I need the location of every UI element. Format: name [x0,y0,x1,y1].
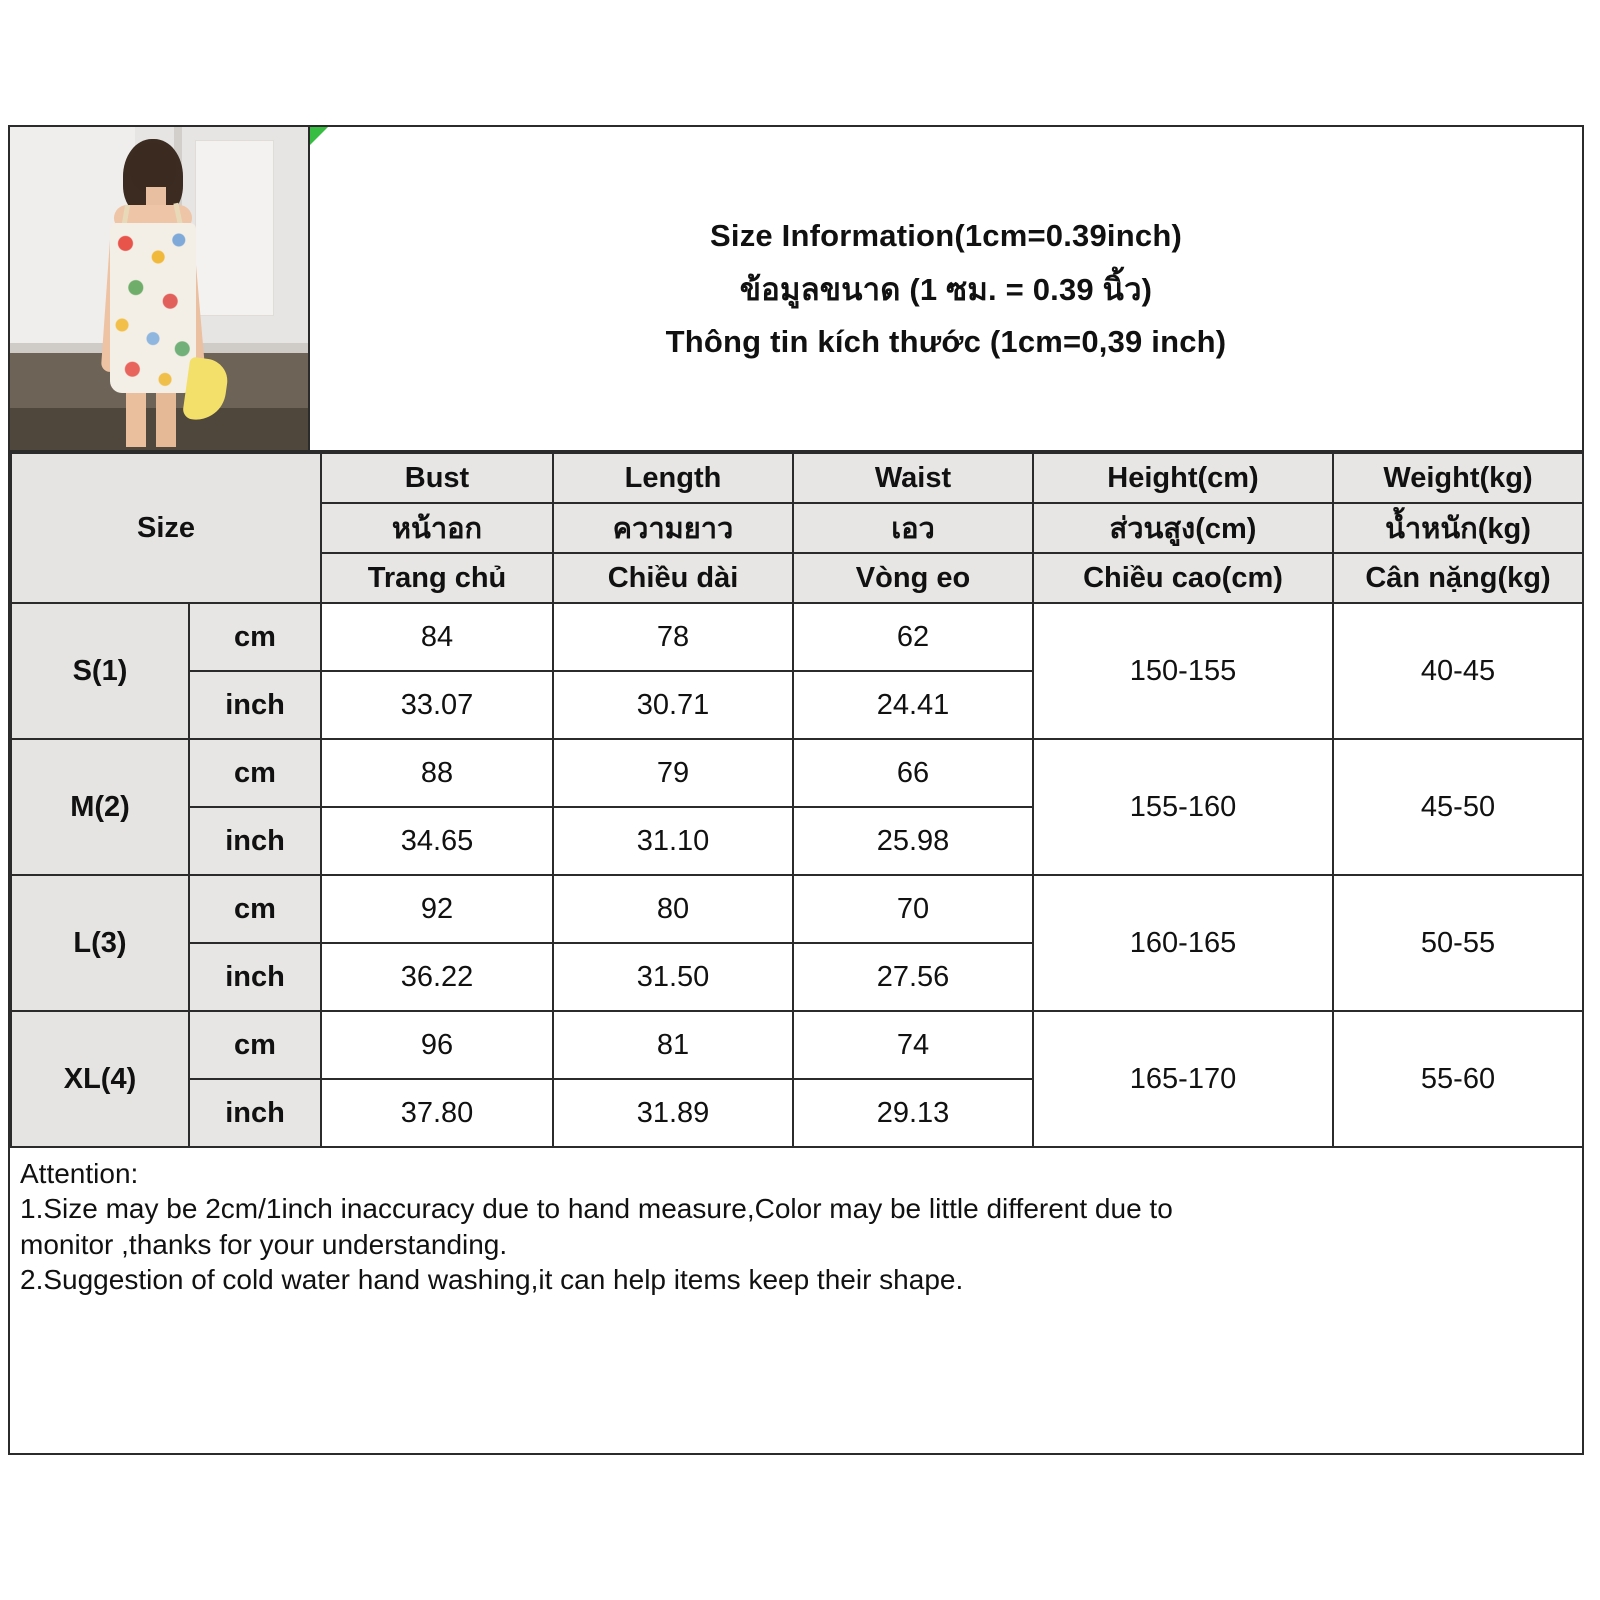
s-height: 150-155 [1033,603,1333,739]
xl-waist-cm: 74 [793,1011,1033,1079]
m-weight: 45-50 [1333,739,1583,875]
xl-length-inch: 31.89 [553,1079,793,1147]
header-waist-vi: Vòng eo [793,553,1033,603]
l-waist-inch: 27.56 [793,943,1033,1011]
xl-waist-inch: 29.13 [793,1079,1033,1147]
row-size-l: L(3) [11,875,189,1011]
l-waist-cm: 70 [793,875,1033,943]
attention-title: Attention: [20,1158,139,1189]
table-row [11,603,1583,671]
m-bust-cm: 88 [321,739,553,807]
l-length-inch: 31.50 [553,943,793,1011]
title-line-en: Size Information(1cm=0.39inch) [710,217,1182,253]
header-bust-vi: Trang chủ [321,553,553,603]
header-weight-th: น้ำหนัก(kg) [1333,503,1583,553]
xl-bust-cm: 96 [321,1011,553,1079]
header-height-vi: Chiều cao(cm) [1033,553,1333,603]
table-row [11,875,1583,943]
row-size-xl: XL(4) [11,1011,189,1147]
header-length-vi: Chiều dài [553,553,793,603]
header-weight-vi: Cân nặng(kg) [1333,553,1583,603]
model-leg-left [126,385,146,447]
table-row [11,1011,1583,1079]
m-height: 155-160 [1033,739,1333,875]
unit-inch-s: inch [189,671,321,739]
l-weight: 50-55 [1333,875,1583,1011]
l-height: 160-165 [1033,875,1333,1011]
unit-cm-m: cm [189,739,321,807]
model-leg-right [156,385,176,447]
header-bust-th: หน้าอก [321,503,553,553]
xl-height: 165-170 [1033,1011,1333,1147]
header-bust-en: Bust [321,453,553,503]
attention-note-1-part-2: monitor ,thanks for your understanding. [20,1228,508,1260]
header-waist-en: Waist [793,453,1033,503]
m-bust-inch: 34.65 [321,807,553,875]
s-weight: 40-45 [1333,603,1583,739]
row-size-s: S(1) [11,603,189,739]
attention-note-2: 2.Suggestion of cold water hand washing,it can help items keep their shape. [20,1263,964,1295]
header-size-label: Size [11,453,321,603]
unit-cm-l: cm [189,875,321,943]
attention-block [10,1148,1582,1297]
l-bust-cm: 92 [321,875,553,943]
table-header-row-en [11,453,1583,503]
row-size-m: M(2) [11,739,189,875]
l-length-cm: 80 [553,875,793,943]
s-bust-cm: 84 [321,603,553,671]
table-row [11,739,1583,807]
s-length-inch: 30.71 [553,671,793,739]
xl-weight: 55-60 [1333,1011,1583,1147]
header-height-en: Height(cm) [1033,453,1333,503]
s-bust-inch: 33.07 [321,671,553,739]
s-length-cm: 78 [553,603,793,671]
unit-cm-xl: cm [189,1011,321,1079]
unit-cm-s: cm [189,603,321,671]
xl-bust-inch: 37.80 [321,1079,553,1147]
xl-length-cm: 81 [553,1011,793,1079]
header-waist-th: เอว [793,503,1033,553]
header-weight-en: Weight(kg) [1333,453,1583,503]
model-head [130,143,176,193]
attention-note-1-part-1: 1.Size may be 2cm/1inch inaccuracy due to hand measure,Color may be little different due to [20,1193,1173,1225]
title-block [310,127,1582,450]
m-waist-cm: 66 [793,739,1033,807]
header-length-en: Length [553,453,793,503]
header-band [10,127,1582,452]
green-corner-marker [310,127,328,145]
size-chart-sheet [8,125,1584,1455]
m-length-inch: 31.10 [553,807,793,875]
unit-inch-m: inch [189,807,321,875]
m-waist-inch: 25.98 [793,807,1033,875]
l-bust-inch: 36.22 [321,943,553,1011]
s-waist-cm: 62 [793,603,1033,671]
unit-inch-xl: inch [189,1079,321,1147]
photo-wall-panel [195,140,274,316]
product-photo [10,127,310,450]
title-line-th: ข้อมูลขนาด (1 ซม. = 0.39 นิ้ว) [739,271,1153,307]
m-length-cm: 79 [553,739,793,807]
size-table [10,452,1584,1148]
header-length-th: ความยาว [553,503,793,553]
floral-dress [110,223,196,393]
unit-inch-l: inch [189,943,321,1011]
title-line-vi: Thông tin kích thước (1cm=0,39 inch) [665,323,1227,359]
header-height-th: ส่วนสูง(cm) [1033,503,1333,553]
s-waist-inch: 24.41 [793,671,1033,739]
